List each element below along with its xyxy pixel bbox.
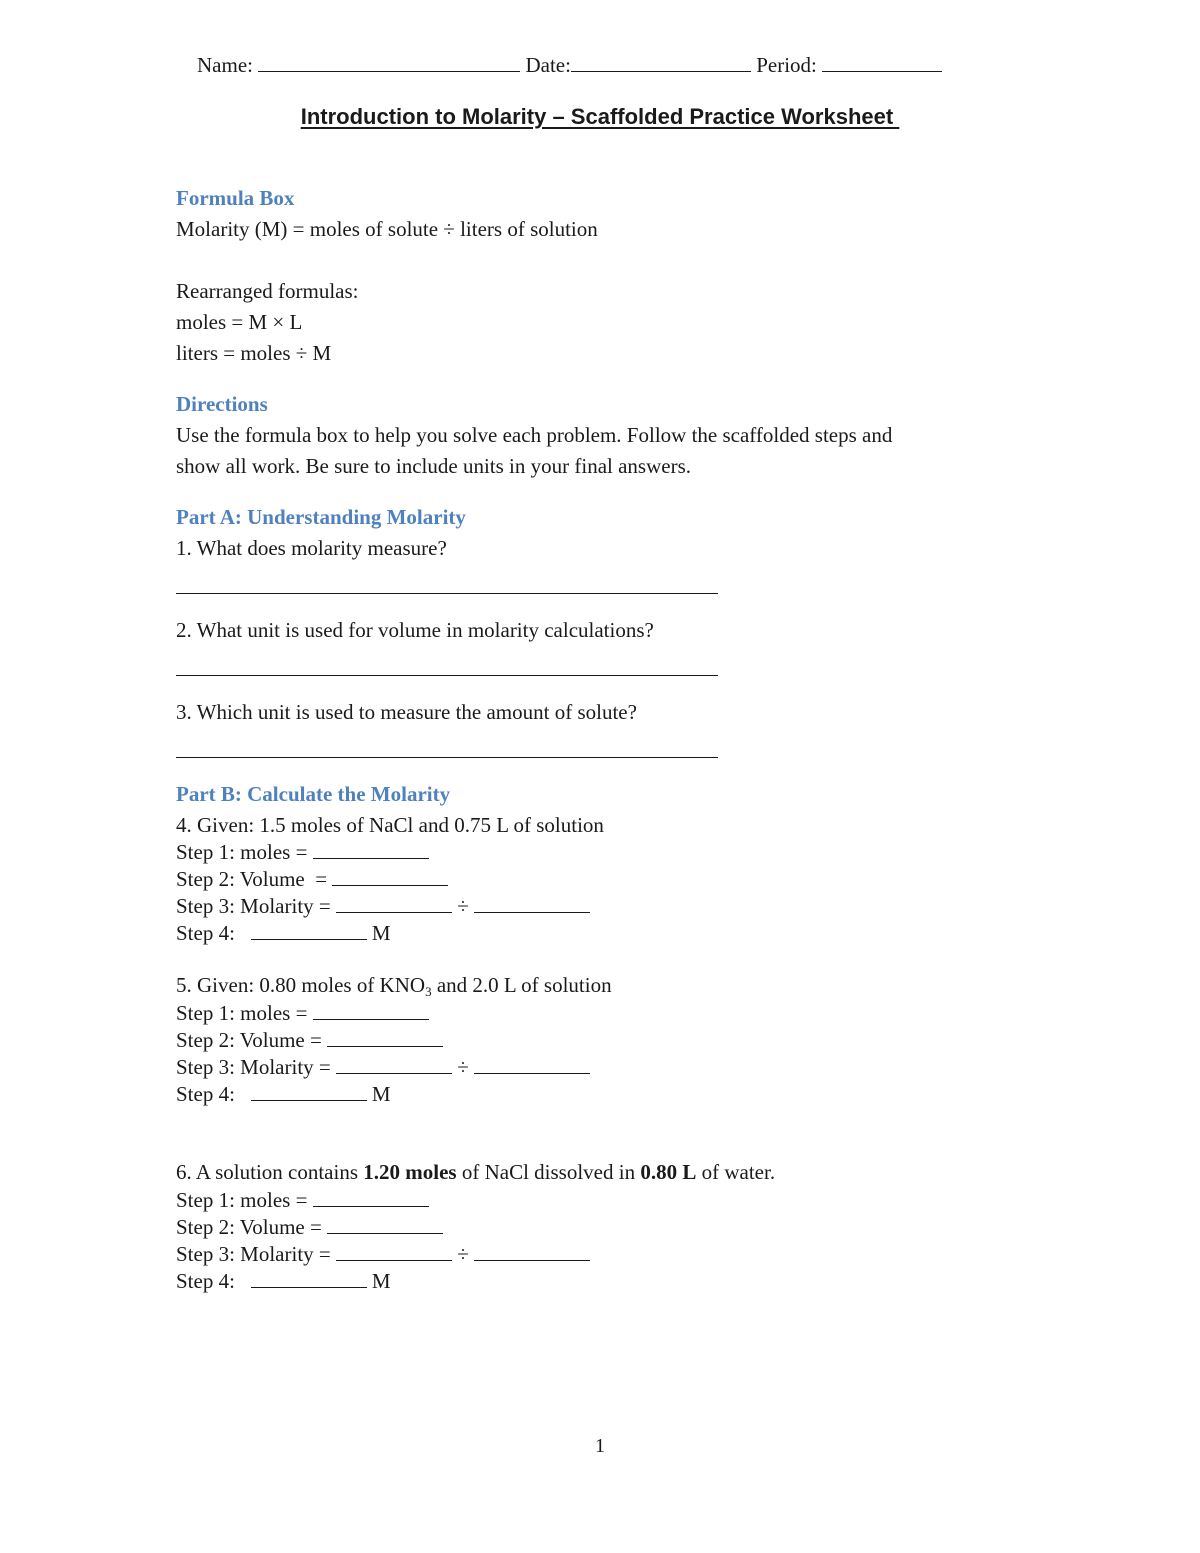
answer-line-3[interactable] xyxy=(176,757,718,758)
question-3: 3. Which unit is used to measure the amount of solute? xyxy=(176,700,637,724)
date-blank[interactable] xyxy=(571,53,751,72)
blank[interactable] xyxy=(336,896,452,913)
problem-4-step-4 xyxy=(176,923,391,944)
step-label: Step 1: moles xyxy=(176,840,291,864)
problem-5-step-2: Step 2: Volume = xyxy=(176,1030,443,1051)
given-bold: 0.80 L xyxy=(640,1160,697,1184)
date-label: Date: xyxy=(525,53,571,77)
problem-6-step-4 xyxy=(176,1271,391,1292)
problem-5-step-3: Step 3: Molarity = ÷ xyxy=(176,1057,590,1078)
directions-line-2: show all work. Be sure to include units in your final answers. xyxy=(176,454,691,478)
problem-6-given xyxy=(176,1162,775,1183)
blank[interactable] xyxy=(327,1030,443,1047)
given-text: of water. xyxy=(696,1160,776,1184)
step-label: Step 1: moles xyxy=(176,1188,291,1212)
unit-label: M xyxy=(371,1082,391,1106)
moles-formula: moles = M × L xyxy=(176,310,303,334)
given-text: 5. Given: 0.80 moles of KNO xyxy=(176,973,426,997)
directions-line-1: Use the formula box to help you solve each problem. Follow the scaffolded steps and xyxy=(176,423,893,447)
formula-box-heading: Formula Box xyxy=(176,186,295,210)
blank[interactable] xyxy=(327,1217,443,1234)
step-label: Step 4: xyxy=(176,1269,235,1293)
problem-4-step-1: Step 1: moles = xyxy=(176,842,429,863)
blank[interactable] xyxy=(474,896,590,913)
given-text: of NaCl dissolved in xyxy=(456,1160,641,1184)
page-number: 1 xyxy=(595,1435,605,1457)
blank[interactable] xyxy=(313,1003,429,1020)
step-label: Step 4: xyxy=(176,921,235,945)
answer-line-2[interactable] xyxy=(176,675,718,676)
step-label: Step 3: Molarity xyxy=(176,1242,314,1266)
given-text: and 2.0 L of solution xyxy=(431,973,612,997)
directions-heading: Directions xyxy=(176,392,268,416)
page-title: Introduction to Molarity – Scaffolded Practice Worksheet xyxy=(300,104,900,129)
problem-5-given xyxy=(176,973,612,999)
problem-6-step-3: Step 3: Molarity = ÷ xyxy=(176,1244,590,1265)
period-label: Period: xyxy=(756,53,817,77)
problem-6-step-1: Step 1: moles = xyxy=(176,1190,429,1211)
blank[interactable] xyxy=(474,1057,590,1074)
question-1: 1. What does molarity measure? xyxy=(176,536,447,560)
step-label: Step 2: Volume xyxy=(176,1028,305,1052)
blank[interactable] xyxy=(313,1190,429,1207)
part-b-heading: Part B: Calculate the Molarity xyxy=(176,782,451,806)
step-label: Step 4: xyxy=(176,1082,235,1106)
subscript: 3 xyxy=(425,984,432,999)
name-blank[interactable] xyxy=(258,53,520,72)
name-label: Name: xyxy=(197,53,259,77)
problem-5-step-1: Step 1: moles = xyxy=(176,1003,429,1024)
blank[interactable] xyxy=(474,1244,590,1261)
liters-formula: liters = moles ÷ M xyxy=(176,341,332,365)
problem-4-step-2: Step 2: Volume = xyxy=(176,869,448,890)
given-bold: 1.20 moles xyxy=(363,1160,457,1184)
step-label: Step 3: Molarity xyxy=(176,894,314,918)
part-a-heading: Part A: Understanding Molarity xyxy=(176,505,466,529)
problem-4-step-3: Step 3: Molarity = ÷ xyxy=(176,896,590,917)
problem-6-step-2: Step 2: Volume = xyxy=(176,1217,443,1238)
blank[interactable] xyxy=(251,1271,367,1288)
molarity-formula: Molarity (M) = moles of solute ÷ liters of solution xyxy=(176,217,598,241)
problem-5-step-4 xyxy=(176,1084,391,1105)
given-text: 6. A solution contains xyxy=(176,1160,364,1184)
unit-label: M xyxy=(371,1269,391,1293)
rearranged-label: Rearranged formulas: xyxy=(176,279,359,303)
answer-line-1[interactable] xyxy=(176,593,718,594)
blank[interactable] xyxy=(332,869,448,886)
period-blank[interactable] xyxy=(822,53,942,72)
blank[interactable] xyxy=(336,1244,452,1261)
problem-4-given: 4. Given: 1.5 moles of NaCl and 0.75 L of solution xyxy=(176,813,604,837)
step-label: Step 2: Volume xyxy=(176,1215,305,1239)
unit-label: M xyxy=(371,921,391,945)
header-fields xyxy=(176,32,942,97)
blank[interactable] xyxy=(251,1084,367,1101)
blank[interactable] xyxy=(336,1057,452,1074)
question-2: 2. What unit is used for volume in molarity calculations? xyxy=(176,618,654,642)
blank[interactable] xyxy=(313,842,429,859)
step-label: Step 2: Volume xyxy=(176,867,305,891)
blank[interactable] xyxy=(251,923,367,940)
step-label: Step 1: moles xyxy=(176,1001,291,1025)
step-label: Step 3: Molarity xyxy=(176,1055,314,1079)
